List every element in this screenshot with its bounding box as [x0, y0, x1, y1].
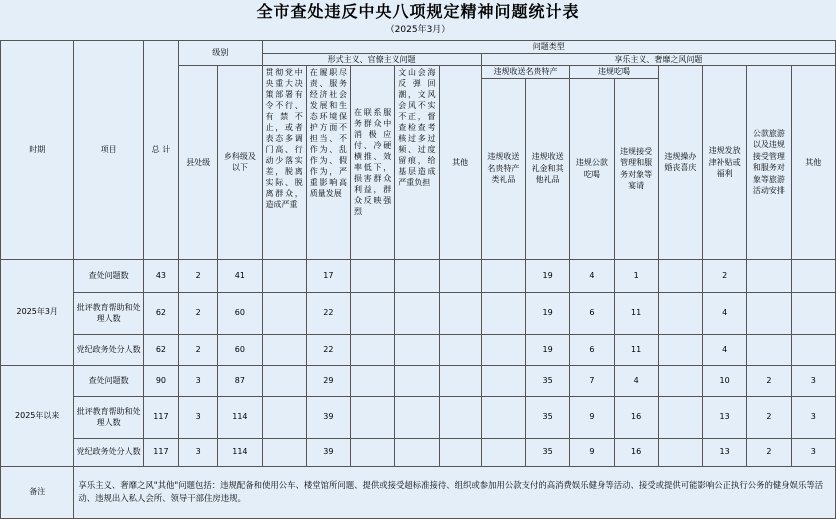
cell-f5 — [439, 396, 481, 438]
row-item: 批评教育帮助和处理人数 — [74, 292, 143, 334]
cell-h1 — [481, 365, 525, 396]
cell-h6: 2 — [703, 259, 747, 292]
cell-f4 — [395, 259, 439, 292]
cell-h4: 11 — [614, 292, 658, 334]
header-hedonism-col-7: 公款旅游以及违规接受管理和服务对象等旅游活动安排 — [747, 66, 791, 260]
header-hedonism-col-3: 违规公款吃喝 — [570, 78, 614, 259]
note-label: 备注 — [1, 466, 74, 518]
cell-total: 90 — [143, 365, 178, 396]
page-subtitle: （2025年3月） — [385, 25, 451, 35]
table-row — [1, 438, 836, 466]
cell-f5 — [439, 438, 481, 466]
header-level: 级别 — [179, 41, 262, 66]
header-item: 项目 — [74, 41, 143, 260]
cell-h1 — [481, 438, 525, 466]
header-formalism-col-4: 文山会海反弹回潮，文风会风不实不正，督查检查考核过多过频、过度留痕，给基层造成严重负担 — [395, 66, 439, 260]
cell-total: 117 — [143, 438, 178, 466]
cell-county: 3 — [179, 438, 218, 466]
cell-h6: 4 — [703, 334, 747, 365]
cell-h8: 3 — [791, 396, 836, 438]
row-item: 查处问题数 — [74, 365, 143, 396]
cell-f2: 29 — [306, 365, 350, 396]
cell-h7: 2 — [747, 438, 791, 466]
cell-county: 2 — [179, 292, 218, 334]
header-formalism: 形式主义、官僚主义问题 — [262, 53, 481, 66]
cell-total: 43 — [143, 259, 178, 292]
cell-f3 — [351, 259, 395, 292]
cell-h6: 13 — [703, 438, 747, 466]
cell-f4 — [395, 438, 439, 466]
header-hedonism-col-6: 违规发放津补贴或福利 — [703, 66, 747, 260]
cell-f3 — [351, 292, 395, 334]
cell-f3 — [351, 396, 395, 438]
cell-county: 2 — [179, 334, 218, 365]
cell-f2: 17 — [306, 259, 350, 292]
cell-h1 — [481, 292, 525, 334]
cell-h7 — [747, 259, 791, 292]
cell-h2: 19 — [526, 334, 570, 365]
cell-h5 — [658, 259, 702, 292]
header-hedonism-other: 其他 — [791, 66, 836, 260]
cell-f2: 22 — [306, 334, 350, 365]
header-eating-group: 违规吃喝 — [570, 66, 659, 79]
table-row — [1, 396, 836, 438]
cell-h3: 6 — [570, 292, 614, 334]
cell-h2: 35 — [526, 438, 570, 466]
cell-f3 — [351, 365, 395, 396]
cell-h2: 19 — [526, 292, 570, 334]
cell-h2: 35 — [526, 365, 570, 396]
statistics-table — [0, 40, 836, 519]
cell-f2: 39 — [306, 438, 350, 466]
cell-f1 — [262, 292, 306, 334]
cell-county: 3 — [179, 396, 218, 438]
cell-h7: 2 — [747, 365, 791, 396]
cell-f5 — [439, 334, 481, 365]
cell-h3: 6 — [570, 334, 614, 365]
cell-h7: 2 — [747, 396, 791, 438]
cell-h2: 19 — [526, 259, 570, 292]
cell-h3: 9 — [570, 438, 614, 466]
cell-h8: 3 — [791, 365, 836, 396]
row-item: 查处问题数 — [74, 259, 143, 292]
table-row — [1, 259, 836, 292]
cell-h8 — [791, 292, 836, 334]
cell-township: 114 — [218, 396, 262, 438]
cell-township: 114 — [218, 438, 262, 466]
cell-township: 60 — [218, 334, 262, 365]
header-gift-group: 违规收送名贵特产 — [481, 66, 570, 79]
cell-f1 — [262, 365, 306, 396]
cell-h6: 13 — [703, 396, 747, 438]
cell-f4 — [395, 292, 439, 334]
cell-h6: 4 — [703, 292, 747, 334]
cell-h8 — [791, 259, 836, 292]
cell-f4 — [395, 334, 439, 365]
cell-f5 — [439, 292, 481, 334]
header-hedonism-col-2: 违规收送礼金和其他礼品 — [526, 78, 570, 259]
header-formalism-col-2: 在履职尽责、服务经济社会发展和生态环境保护方面不担当、不作为、乱作为、假作为，严重影响高质量发展 — [306, 66, 350, 260]
header-hedonism-col-4: 违规接受管理和服务对象等宴请 — [614, 78, 658, 259]
cell-f1 — [262, 259, 306, 292]
cell-f1 — [262, 396, 306, 438]
table-row — [1, 365, 836, 396]
cell-h4: 16 — [614, 438, 658, 466]
cell-h3: 9 — [570, 396, 614, 438]
note-row — [1, 466, 836, 518]
cell-h7 — [747, 334, 791, 365]
cell-township: 41 — [218, 259, 262, 292]
header-formalism-col-1: 贯彻党中央重大决策部署有令不行、有禁不止，或者表态多调门高、行动少落实差，脱离实际、脱离群众，造成严重 — [262, 66, 306, 260]
note-text: 享乐主义、奢靡之风"其他"问题包括：违规配备和使用公车、楼堂馆所问题、提供或接受超标准接待、组织或参加用公款支付的高消费娱乐健身等活动、接受或提供可能影响公正执行公务的健身娱乐等活动、违规出入私人会所、领导干部住房违规。 — [74, 466, 836, 518]
cell-township: 60 — [218, 292, 262, 334]
cell-county: 2 — [179, 259, 218, 292]
cell-h4: 1 — [614, 259, 658, 292]
cell-h6: 10 — [703, 365, 747, 396]
cell-total: 62 — [143, 292, 178, 334]
cell-h5 — [658, 334, 702, 365]
cell-h4: 4 — [614, 365, 658, 396]
header-total: 总 计 — [143, 41, 178, 260]
cell-f2: 39 — [306, 396, 350, 438]
header-formalism-other: 其他 — [439, 66, 481, 260]
cell-h3: 4 — [570, 259, 614, 292]
cell-h3: 7 — [570, 365, 614, 396]
cell-county: 3 — [179, 365, 218, 396]
header-hedonism: 享乐主义、奢靡之风问题 — [481, 53, 835, 66]
header-hedonism-col-1: 违规收送名贵特产类礼品 — [481, 78, 525, 259]
cell-f4 — [395, 396, 439, 438]
cell-h4: 11 — [614, 334, 658, 365]
cell-f1 — [262, 438, 306, 466]
table-row — [1, 334, 836, 365]
row-item: 批评教育帮助和处理人数 — [74, 396, 143, 438]
cell-h5 — [658, 292, 702, 334]
cell-h5 — [658, 438, 702, 466]
cell-f2: 22 — [306, 292, 350, 334]
cell-township: 87 — [218, 365, 262, 396]
header-period: 时期 — [1, 41, 74, 260]
header-township: 乡科级及以下 — [218, 66, 262, 260]
cell-h5 — [658, 365, 702, 396]
period-label: 2025年以来 — [1, 365, 74, 466]
cell-h8 — [791, 334, 836, 365]
table-row — [1, 292, 836, 334]
header-county: 县处级 — [179, 66, 218, 260]
header-formalism-col-3: 在联系服务群众中消极应付、冷硬横推、效率低下，损害群众利益，群众反映强烈 — [351, 66, 395, 260]
cell-h1 — [481, 259, 525, 292]
cell-f3 — [351, 334, 395, 365]
cell-h1 — [481, 396, 525, 438]
cell-h7 — [747, 292, 791, 334]
cell-h4: 16 — [614, 396, 658, 438]
cell-h1 — [481, 334, 525, 365]
cell-total: 62 — [143, 334, 178, 365]
cell-h8: 3 — [791, 438, 836, 466]
cell-h2: 35 — [526, 396, 570, 438]
page-title: 全市查处违反中央八项规定精神问题统计表 — [256, 2, 580, 21]
header-hedonism-col-5: 违规操办婚丧喜庆 — [658, 66, 702, 260]
period-label: 2025年3月 — [1, 259, 74, 365]
row-item: 党纪政务处分人数 — [74, 334, 143, 365]
cell-f4 — [395, 365, 439, 396]
cell-h5 — [658, 396, 702, 438]
header-issue-type: 问题类型 — [262, 41, 836, 54]
cell-f1 — [262, 334, 306, 365]
cell-f5 — [439, 365, 481, 396]
row-item: 党纪政务处分人数 — [74, 438, 143, 466]
cell-total: 117 — [143, 396, 178, 438]
cell-f5 — [439, 259, 481, 292]
cell-f3 — [351, 438, 395, 466]
